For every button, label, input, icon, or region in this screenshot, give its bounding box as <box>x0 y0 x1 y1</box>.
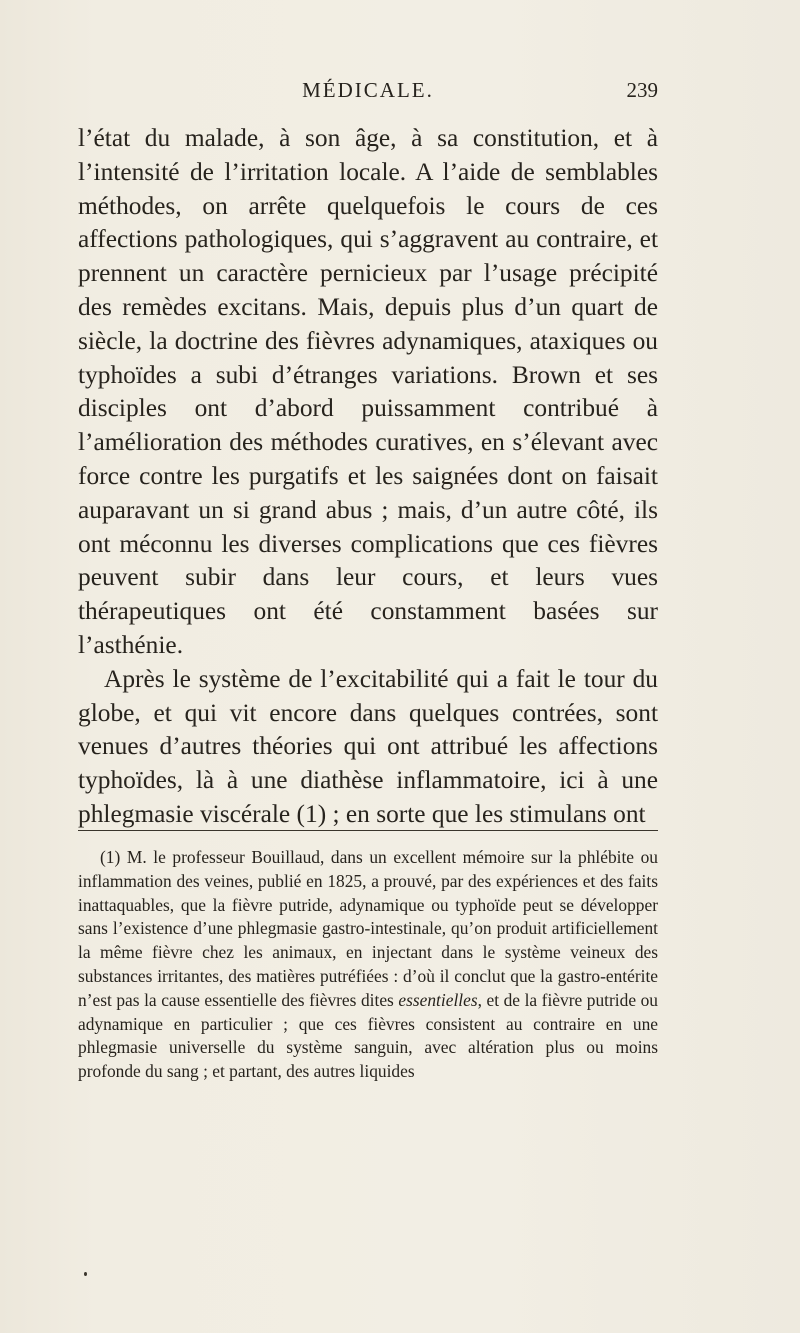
page-header <box>78 78 658 112</box>
footnote-separator <box>78 830 658 831</box>
footnote-text: (1) M. le professeur Bouillaud, dans un excellent mémoire sur la phlébite ou inflammation des veines, publié en 1825, a prouvé, par des expériences et des faits inattaquables, que la fièvre putride, adynamique ou typhoïde peut se développer sans l’existence d’une phlegmasie gastro-intestinale, qu’on produit artificiellement la même fièvre chez les animaux, en injectant dans le système veineux des substances irritantes, des matières putréfiées : d’où il conclut que la gastro-entérite n’est pas la cause essentielle des fièvres dites <box>78 847 658 1010</box>
footnote-text-continued: , et de la fièvre putride ou adynamique en particulier ; que ces fièvres consistent au contraire en une phlegmasie universelle du système sanguin, avec altération plus ou moins profonde du sang ; et partant, des autres liquides <box>78 989 658 1082</box>
main-text <box>78 122 658 832</box>
running-head: MÉDICALE. <box>302 78 434 102</box>
ink-speck <box>84 1272 87 1276</box>
body-paragraph: Après le système de l’excitabilité qui a fait le tour du globe, et qui vit encore dans quelques contrées, sont venues d’autres théories qui ont attribué les affections typhoïdes, là à une diathèse inflammatoire, ici à une phlegmasie viscérale (1) ; en sorte que les stimulans ont <box>78 664 658 828</box>
body-paragraph: l’état du malade, à son âge, à sa constitution, et à l’intensité de l’irritation locale. A l’aide de semblables méthodes, on arrête quelquefois le cours de ces affections pathologiques, qui s’aggravent au contraire, et prennent un caractère pernicieux par l’usage précipité des remèdes excitans. Mais, depuis plus d’un quart de siècle, la doctrine des fièvres adynamiques, ataxiques ou typhoïdes a subi d’étranges variations. Brown et ses disciples ont d’abord puissamment contribué à l’amélioration des méthodes curatives, en s’élevant avec force contre les purgatifs et les saignées dont on faisait auparavant un si grand abus ; mais, d’un autre côté, ils ont méconnu les diverses complications que ces fièvres peuvent subir dans leur cours, et leurs vues thérapeutiques ont été constamment basées sur l’asthénie. <box>78 124 658 659</box>
footnote-italic-text: essentielles <box>398 989 478 1010</box>
page-number: 239 <box>626 78 658 102</box>
footnote <box>78 846 658 1084</box>
